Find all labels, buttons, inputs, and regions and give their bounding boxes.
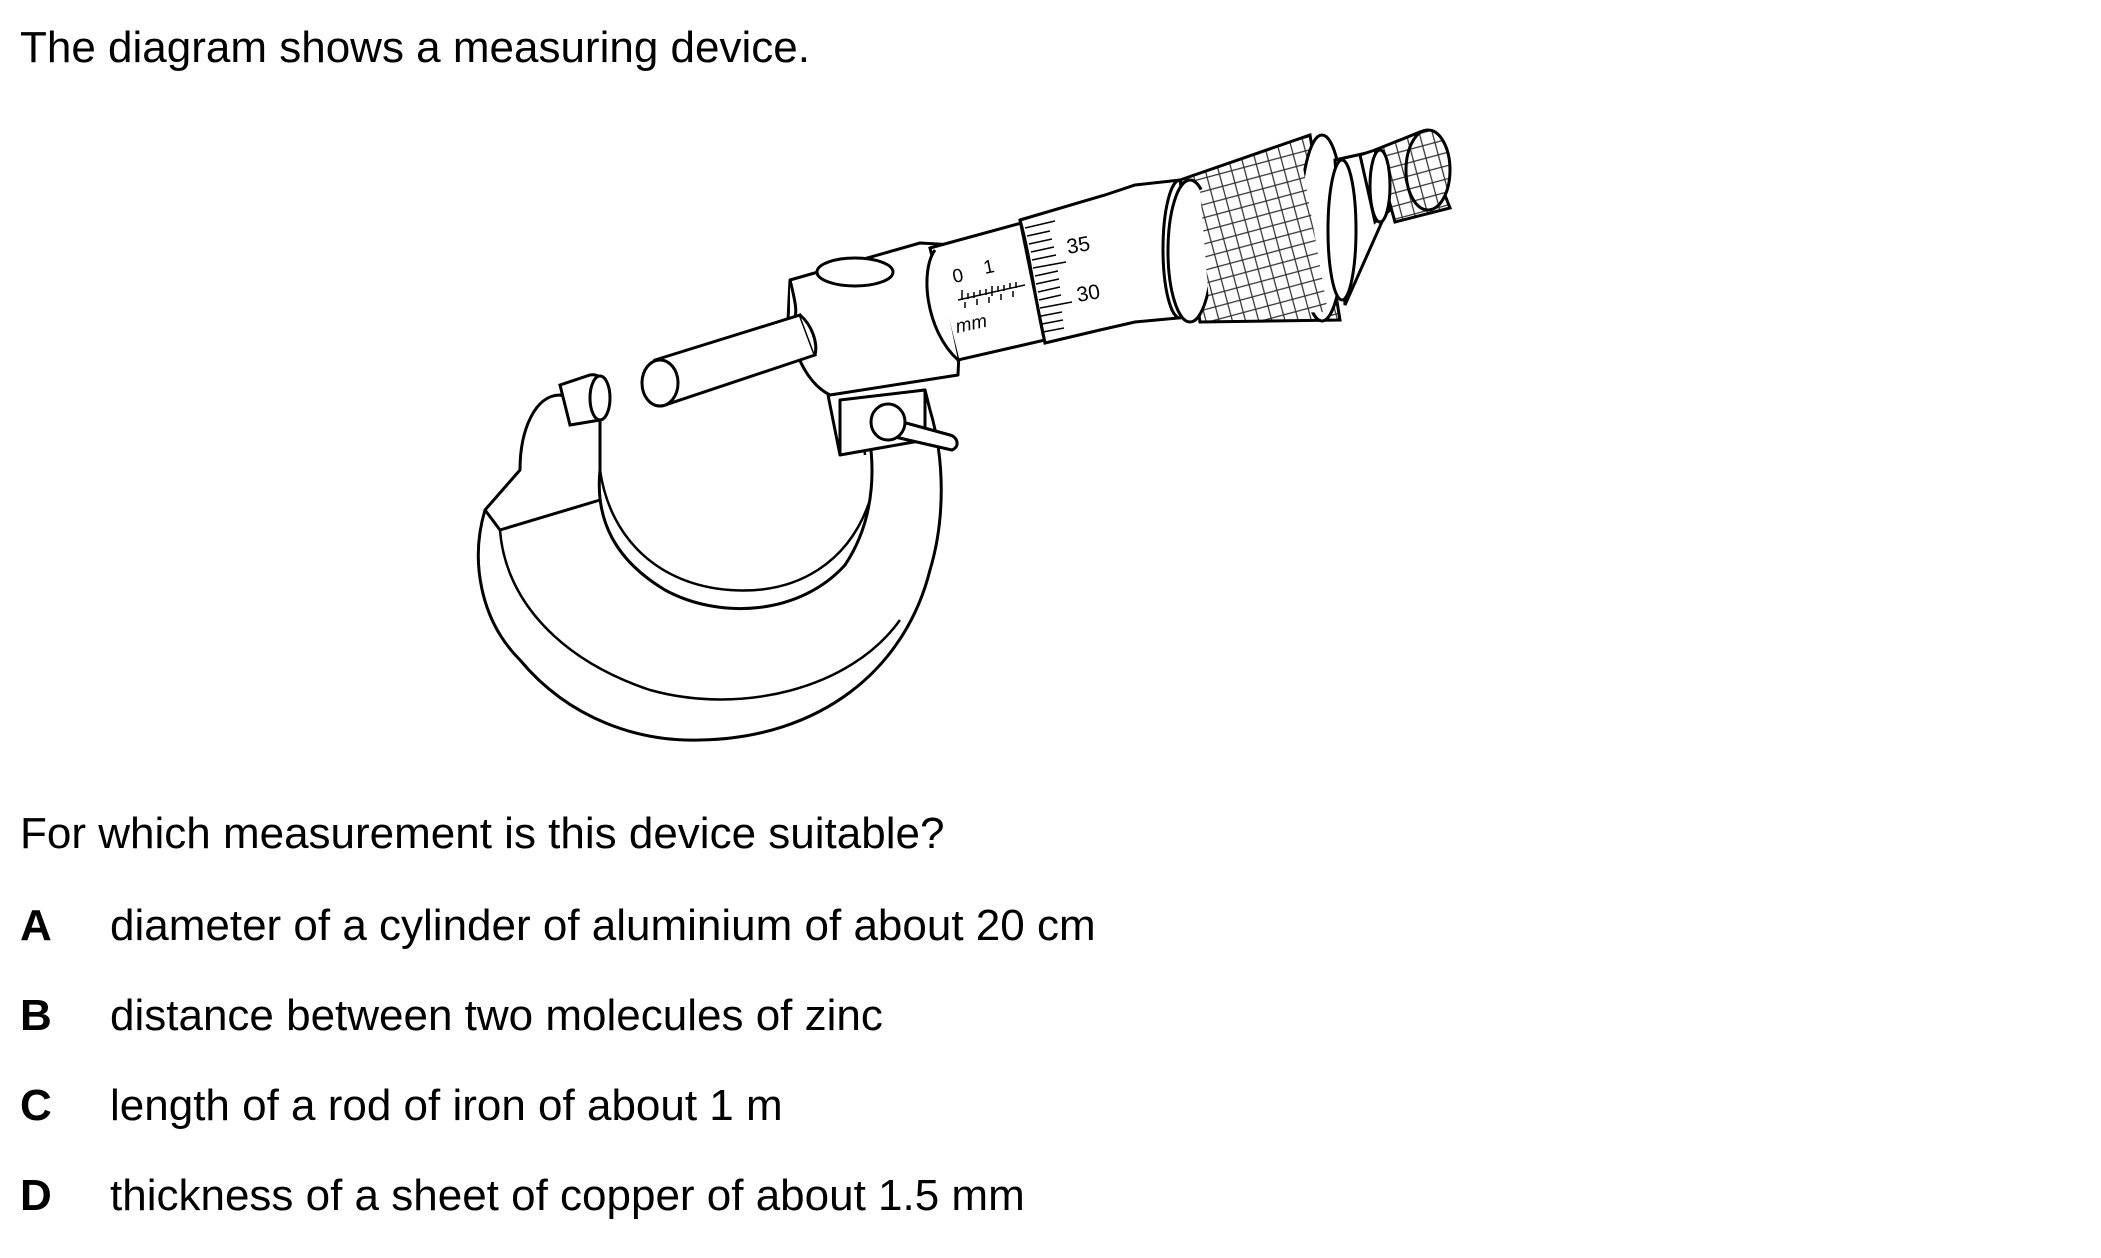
option-text: distance between two molecules of zinc	[110, 991, 883, 1040]
option-letter: A	[20, 901, 52, 950]
sleeve-label-1: 1	[981, 256, 997, 279]
option-letter: B	[20, 991, 52, 1040]
question-text: For which measurement is this device suitable?	[20, 809, 945, 858]
option-text: diameter of a cylinder of aluminium of about 20 cm	[110, 901, 1096, 950]
ratchet-knob	[1370, 130, 1450, 222]
option-text: thickness of a sheet of copper of about 1.5 mm	[110, 1171, 1025, 1220]
option-letter: D	[20, 1171, 52, 1220]
knurled-grip	[1168, 135, 1344, 322]
sleeve-unit-label: mm	[953, 310, 990, 338]
spindle-shape	[642, 315, 816, 406]
anvil-shape	[560, 375, 610, 425]
micrometer-diagram	[470, 115, 1490, 765]
thimble-label-35: 35	[1064, 232, 1092, 259]
option-text: length of a rod of iron of about 1 m	[110, 1081, 783, 1130]
option-letter: C	[20, 1081, 52, 1130]
sleeve-label-0: 0	[950, 265, 966, 288]
thimble-label-30: 30	[1074, 280, 1102, 307]
intro-text: The diagram shows a measuring device.	[20, 23, 810, 72]
micrometer-icon	[470, 115, 1490, 765]
